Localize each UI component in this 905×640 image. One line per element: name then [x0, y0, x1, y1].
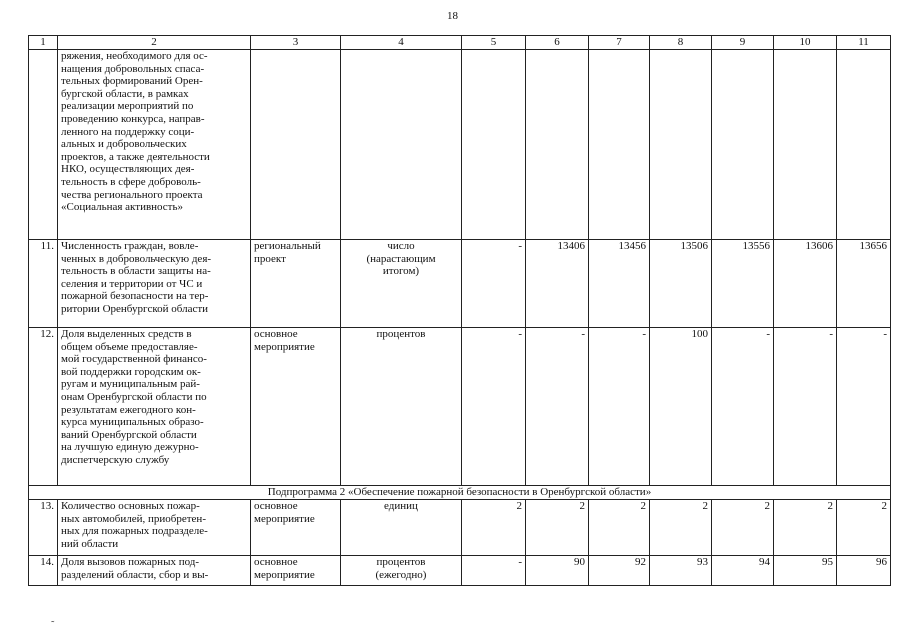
- value-cell: [650, 50, 712, 240]
- row-number: 13.: [29, 500, 58, 556]
- value-cell: 2: [526, 500, 589, 556]
- value-cell: 2: [774, 500, 837, 556]
- column-number: 4: [341, 36, 462, 50]
- indicator-name: Доля вызовов пожарных под- разделений области, сбор и вы-: [58, 556, 251, 586]
- indicator-name: Численность граждан, вовле- ченных в добровольческую дея- тельность в области защиты на- селения и территории от ЧС и пожарной безопасности на тер- ритории Оренбургской области: [58, 240, 251, 328]
- value-cell: 2: [837, 500, 891, 556]
- value-cell: 95: [774, 556, 837, 586]
- value-cell: [837, 50, 891, 240]
- column-number: 7: [589, 36, 650, 50]
- column-number: 8: [650, 36, 712, 50]
- column-number: 6: [526, 36, 589, 50]
- value-cell: -: [462, 240, 526, 328]
- row-number: [29, 50, 58, 240]
- indicator-type: [251, 50, 341, 240]
- value-cell: -: [526, 328, 589, 486]
- value-cell: -: [774, 328, 837, 486]
- table-row: [29, 328, 891, 486]
- indicator-type: основное мероприятие: [251, 500, 341, 556]
- value-cell: 94: [712, 556, 774, 586]
- indicator-name: ряжения, необходимого для ос- нащения добровольных спаса- тельных формирований Орен- бургской области, в рамках реализации мероприятий по проведению конкурса, направ- ленного на поддержку соци- альных и добровольческих проектов, а также деятельности НКО, осуществляющих дея- тельность в сфере доброволь- чества регионального проекта «Социальная активность»: [58, 50, 251, 240]
- value-cell: 13656: [837, 240, 891, 328]
- footnote-mark: ˜: [51, 620, 55, 631]
- column-number: 3: [251, 36, 341, 50]
- value-cell: 92: [589, 556, 650, 586]
- row-number: 12.: [29, 328, 58, 486]
- value-cell: 90: [526, 556, 589, 586]
- value-cell: -: [712, 328, 774, 486]
- subprogram-row: [29, 486, 891, 500]
- column-number: 1: [29, 36, 58, 50]
- value-cell: 13456: [589, 240, 650, 328]
- value-cell: 13406: [526, 240, 589, 328]
- column-number-row: [29, 36, 891, 50]
- value-cell: -: [462, 328, 526, 486]
- value-cell: 13606: [774, 240, 837, 328]
- subprogram-title: Подпрограмма 2 «Обеспечение пожарной безопасности в Оренбургской области»: [29, 486, 891, 500]
- table-row: [29, 556, 891, 586]
- column-number: 10: [774, 36, 837, 50]
- unit: число (нарастающим итогом): [341, 240, 462, 328]
- value-cell: 2: [589, 500, 650, 556]
- table-row-continued: [29, 50, 891, 240]
- value-cell: -: [837, 328, 891, 486]
- indicator-type: основное мероприятие: [251, 556, 341, 586]
- value-cell: -: [589, 328, 650, 486]
- value-cell: 96: [837, 556, 891, 586]
- indicator-type: основное мероприятие: [251, 328, 341, 486]
- row-number: 14.: [29, 556, 58, 586]
- indicator-name: Количество основных пожар- ных автомобилей, приобретен- ных для пожарных подразделе- ний области: [58, 500, 251, 556]
- column-number: 5: [462, 36, 526, 50]
- value-cell: 93: [650, 556, 712, 586]
- indicator-type: региональный проект: [251, 240, 341, 328]
- value-cell: [712, 50, 774, 240]
- unit: [341, 50, 462, 240]
- row-number: 11.: [29, 240, 58, 328]
- table-row: [29, 500, 891, 556]
- value-cell: 13506: [650, 240, 712, 328]
- value-cell: 2: [650, 500, 712, 556]
- value-cell: 2: [462, 500, 526, 556]
- indicators-table: [28, 35, 891, 586]
- value-cell: 2: [712, 500, 774, 556]
- value-cell: [526, 50, 589, 240]
- unit: процентов (ежегодно): [341, 556, 462, 586]
- value-cell: [589, 50, 650, 240]
- column-number: 2: [58, 36, 251, 50]
- table-row: [29, 240, 891, 328]
- unit: процентов: [341, 328, 462, 486]
- column-number: 11: [837, 36, 891, 50]
- indicator-name: Доля выделенных средств в общем объеме предоставляе- мой государственной финансо- вой поддержки городским ок- ругам и муниципальным рай- онам Оренбургской области по результатам ежегодного кон- курса муниципальных образо- ваний Оренбургской области на лучшую единую дежурно- диспетчерскую службу: [58, 328, 251, 486]
- value-cell: 100: [650, 328, 712, 486]
- column-number: 9: [712, 36, 774, 50]
- value-cell: [774, 50, 837, 240]
- value-cell: -: [462, 556, 526, 586]
- value-cell: 13556: [712, 240, 774, 328]
- page-number: 18: [447, 10, 458, 22]
- unit: единиц: [341, 500, 462, 556]
- value-cell: [462, 50, 526, 240]
